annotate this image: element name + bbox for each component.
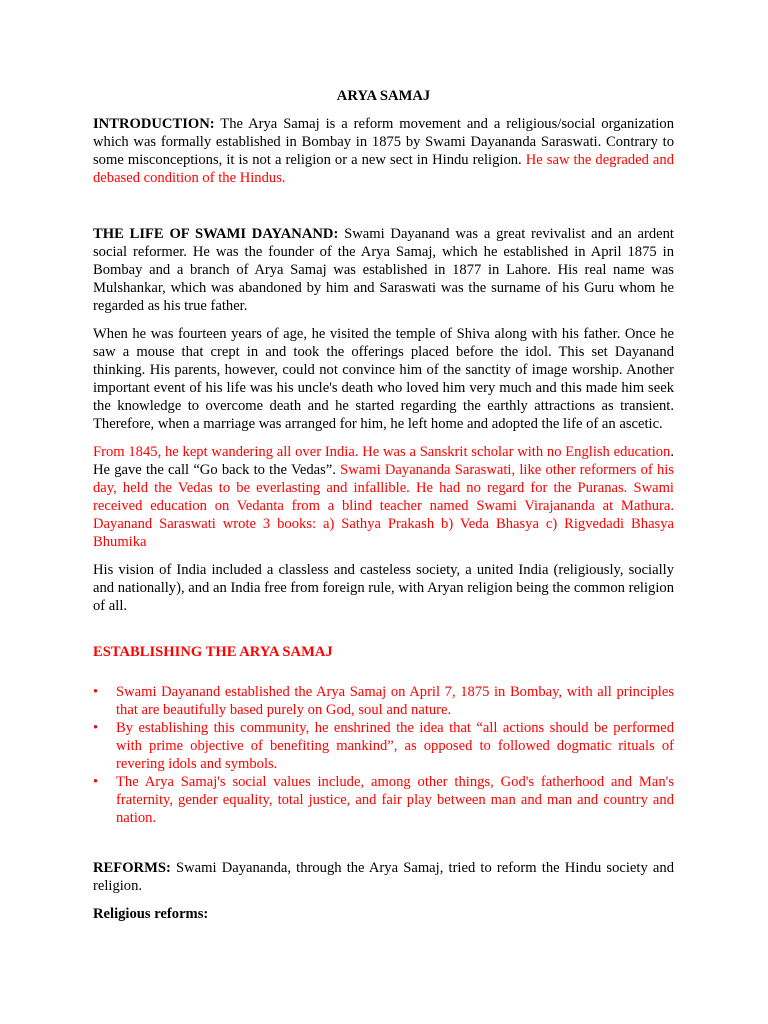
life-p3-red-b: Swami Dayananda Saraswati, like other reformers of his day, held the Vedas to be everlasting and infallible. He had no regard for the Puranas. Swami received education on Vedanta from a blind teacher named Swami Virajananda at Mathura. Dayanand Saraswati wrote 3 books: a) Sathya Prakash b) Veda Bhasya c) Rigvedadi Bhasya Bhumika	[93, 462, 674, 550]
spacer	[93, 187, 674, 215]
document-title: ARYA SAMAJ	[336, 88, 431, 104]
life-label: THE LIFE OF SWAMI DAYANAND:	[93, 226, 339, 242]
life-p3-black: . He gave the call “Go back to the Vedas”.	[93, 444, 674, 478]
religious-reforms-heading	[93, 905, 674, 923]
reforms-paragraph	[93, 859, 674, 895]
establishing-heading: ESTABLISHING THE ARYA SAMAJ	[93, 644, 333, 660]
bullet-icon: •	[93, 684, 99, 700]
document-body	[93, 87, 674, 923]
list-item	[93, 719, 674, 773]
life-paragraph-1	[93, 225, 674, 315]
establishing-list	[93, 683, 674, 827]
list-item-text: Swami Dayanand established the Arya Samaj on April 7, 1875 in Bombay, with all principles that are beautifully based purely on God, soul and nature.	[116, 684, 674, 718]
intro-paragraph	[93, 115, 674, 187]
life-p3-red-a: From 1845, he kept wandering all over India. He was a Sanskrit scholar with no English education	[93, 444, 671, 460]
list-item-text: By establishing this community, he enshrined the idea that “all actions should be performed with prime objective of benefiting mankind”, as opposed to followed dogmatic rituals of revering idols and symbols.	[116, 720, 674, 772]
intro-text: The Arya Samaj is a reform movement and a religious/social organization which was formally established in Bombay in 1875 by Swami Dayananda Saraswati. Contrary to some misconceptions, it is not a religion or a new sect in Hindu religion.	[93, 116, 674, 168]
life-paragraph-3	[93, 443, 674, 551]
list-item-text: The Arya Samaj's social values include, among other things, God's fatherhood and Man's fraternity, gender equality, total justice, and fair play between man and man and country and nation.	[116, 774, 674, 826]
bullet-icon: •	[93, 774, 99, 790]
intro-label: INTRODUCTION:	[93, 116, 215, 132]
life-paragraph-2: When he was fourteen years of age, he visited the temple of Shiva along with his father. Once he saw a mouse that crept in and took the offerings placed before the idol. This set Dayanand thinking. His parents, however, could not convince him of the sanctity of image worship. Another important event of his life was his uncle's death who loved him very much and this made him seek the knowledge to overcome death and he started regarding the earthly attractions as transient. Therefore, when a marriage was arranged for him, he left home and adopted the life of an ascetic.	[93, 326, 674, 432]
list-item	[93, 683, 674, 719]
life-paragraph-4: His vision of India included a classless and casteless society, a united India (religiously, socially and nationally), and an India free from foreign rule, with Aryan religion being the common religion of all.	[93, 562, 674, 614]
bullet-icon: •	[93, 720, 99, 736]
religious-reforms-label: Religious reforms:	[93, 906, 209, 922]
reforms-text: Swami Dayananda, through the Arya Samaj, tried to reform the Hindu society and religion.	[93, 860, 674, 894]
list-item	[93, 773, 674, 827]
reforms-label: REFORMS:	[93, 860, 171, 876]
intro-red-text: He saw the degraded and debased condition of the Hindus.	[93, 152, 675, 186]
life-p1-text: Swami Dayanand was a great revivalist and an ardent social reformer. He was the founder of the Arya Samaj, which he established in April 1875 in Bombay and a branch of Arya Samaj was established in 1877 in Lahore. His real name was Mulshankar, which was abandoned by him and Saraswati was the surname of his Guru whom he regarded as his true father.	[93, 226, 674, 314]
